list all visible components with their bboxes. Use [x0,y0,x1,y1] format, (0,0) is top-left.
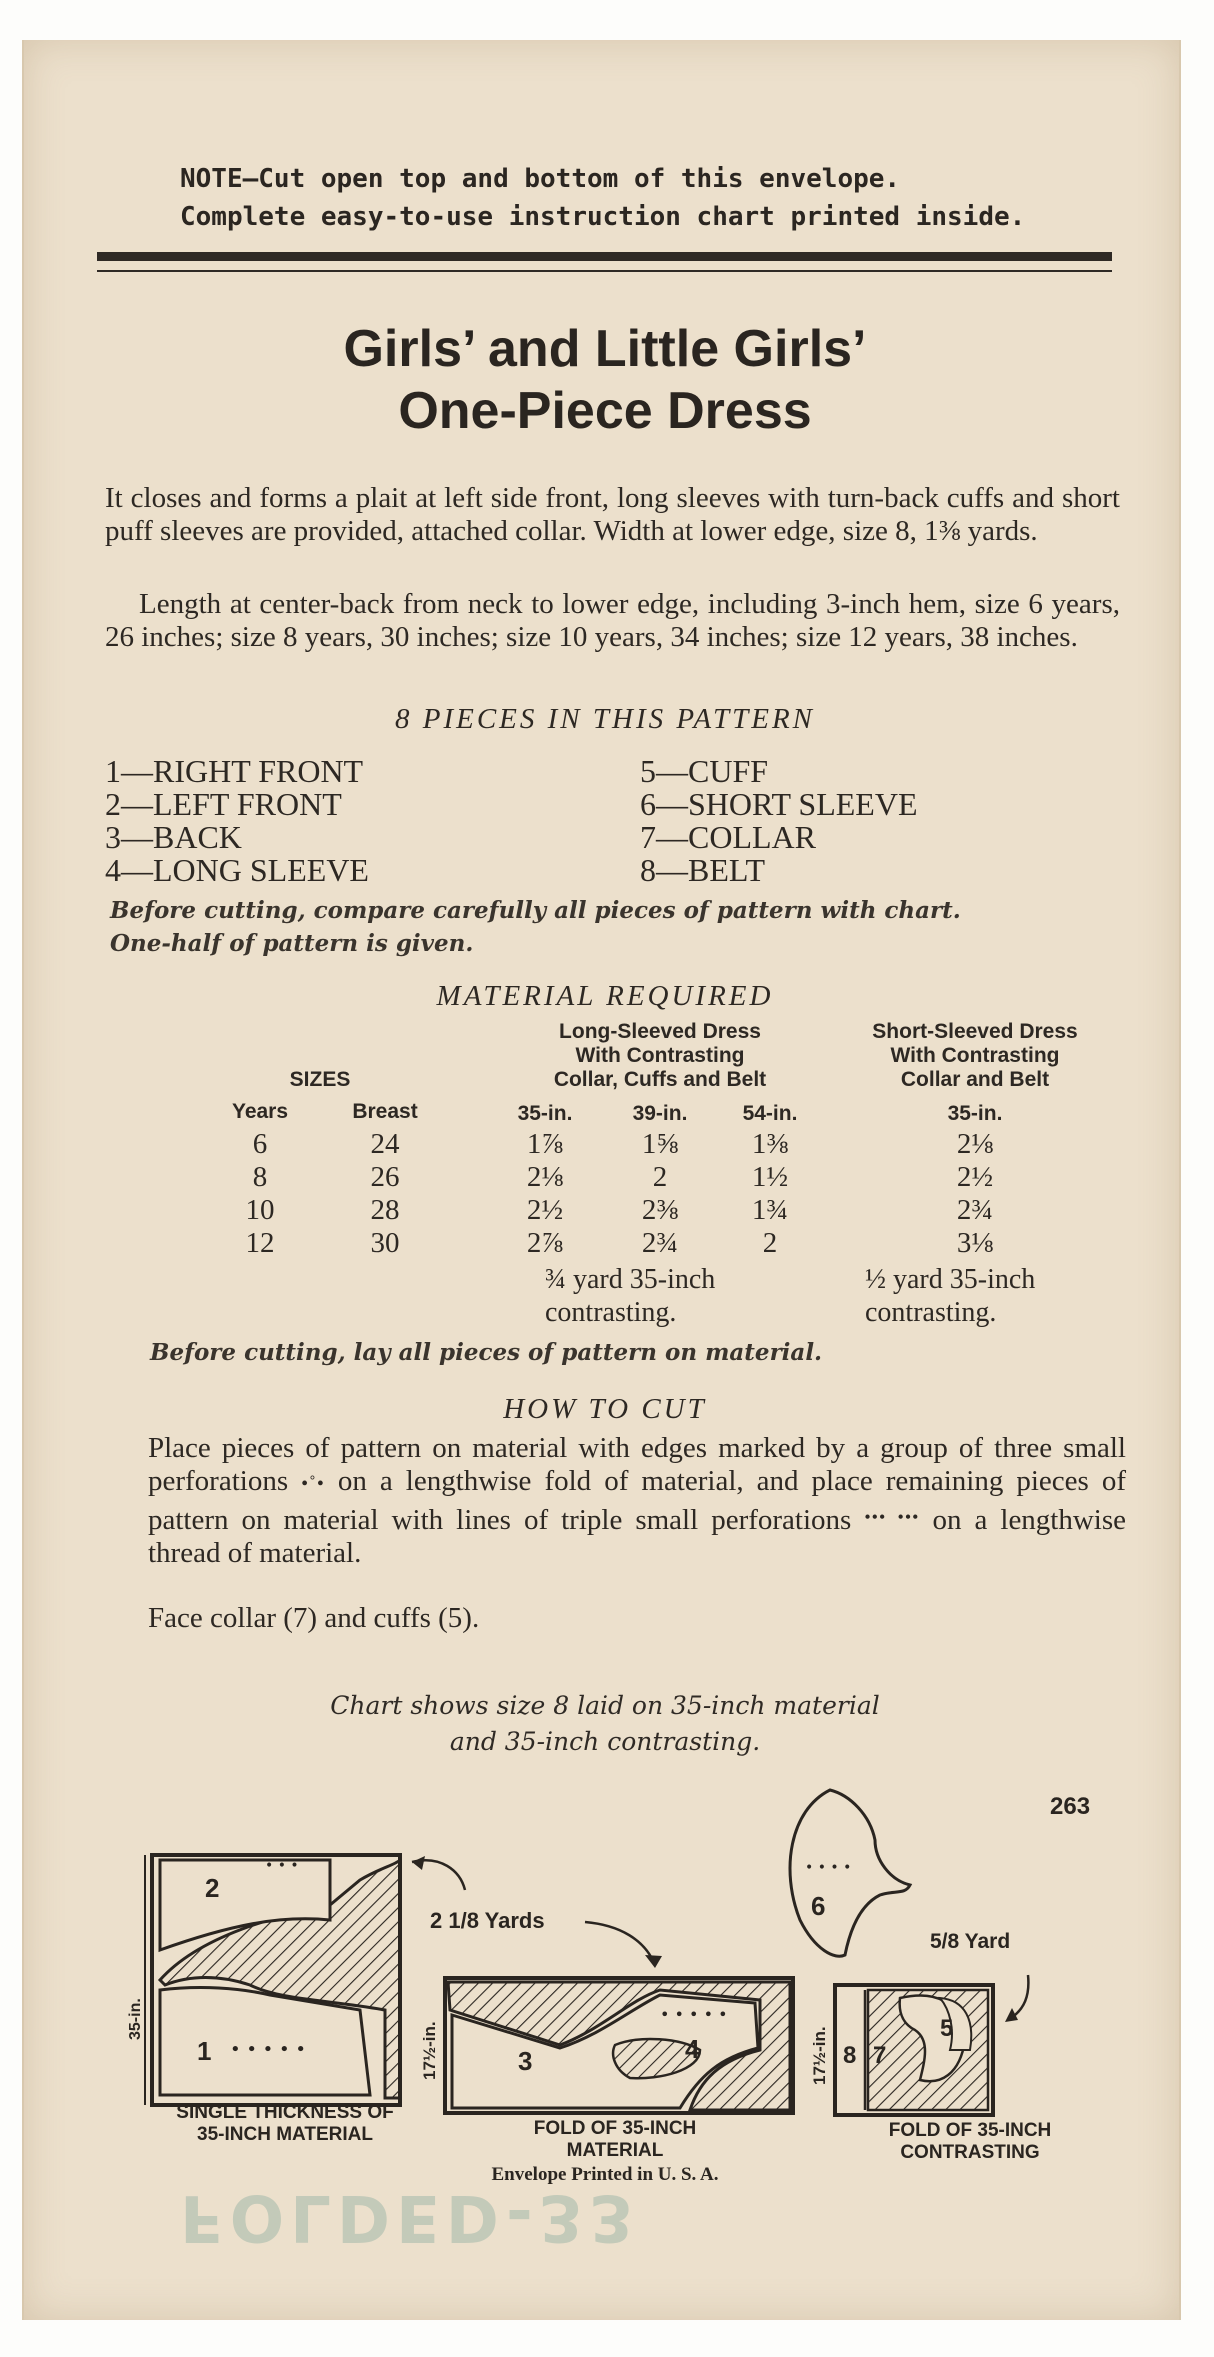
row-years: 12 [245,1227,275,1259]
row-short: 2⅛ [956,1128,994,1160]
caption-single-thickness [140,2102,430,2146]
piece-1-label: 1 [197,2036,212,2066]
row-short: 3⅛ [956,1227,994,1259]
row-years: 8 [252,1161,268,1193]
long-head-line: Long-Sleeved Dress [559,1020,761,1043]
piece-5-label: 5 [940,2015,954,2042]
how-to-cut-text: on a lengthwise fold of material, and place remaining pieces of pattern on material with lines of triple small perforations [148,1465,1126,1536]
note-line-2: Complete easy-to-use instruction chart printed inside. [180,202,1026,232]
piece-8-label: 8 [843,2042,857,2069]
label-17half-b: 17½-in. [810,2026,829,2085]
piece-item: 7—COLLAR [640,819,816,855]
long-head-line: Collar, Cuffs and Belt [553,1068,767,1091]
row-39: 2 [652,1161,668,1193]
how-to-cut-text: on a lengthwise thread of material. [148,1504,1127,1569]
piece-item: 8—BELT [640,852,766,888]
description-paragraph-1: It closes and forms a plait at left side front, long sleeves with turn-back cuffs and short puff sleeves are provided, attached collar. Width at lower edge, size 8, 1⅜ yards. [105,482,1120,547]
row-39: 1⅝ [641,1128,679,1160]
fold-material-layout [420,1978,793,2113]
row-54: 1¾ [751,1194,789,1226]
col-54in: 54-in. [742,1102,798,1125]
piece-item: 1—RIGHT FRONT [105,753,364,789]
caption-fold-material [485,2118,745,2162]
row-39: 2⅜ [641,1194,679,1226]
short-sleeve-piece [790,1790,910,1956]
row-54: 1⅜ [751,1128,789,1160]
row-35: 1⅞ [526,1128,564,1160]
perforation-dots: • • • • [805,1860,852,1876]
perforation-triangle-icon: •˚• [301,1473,325,1495]
short-head-line: With Contrasting [890,1044,1060,1067]
short-contrast-line: ½ yard 35-inch [865,1264,1036,1295]
piece-4-label: 4 [685,2034,700,2064]
yards-annotation [412,1856,662,1968]
long-contrast-line: contrasting. [545,1297,677,1328]
pieces-heading: 8 PIECES IN THIS PATTERN [394,703,815,735]
piece-6-label: 6 [811,1891,826,1921]
long-head-line: With Contrasting [575,1044,745,1067]
piece-7-label: 7 [873,2042,887,2069]
caption-line: FOLD OF 35-INCH [533,2118,697,2139]
piece-item: 2—LEFT FRONT [105,786,342,822]
lay-note: Before cutting, lay all pieces of pattern on material. [150,1339,823,1366]
face-collar-note: Face collar (7) and cuffs (5). [148,1602,480,1634]
how-to-cut-text: Place pieces of pattern on material with edges marked by a group of three small perforations [148,1432,1126,1497]
how-to-cut-heading: HOW TO CUT [503,1393,707,1425]
col-short-35in: 35-in. [947,1102,1003,1125]
single-thickness-layout [127,1855,400,2105]
row-54: 2 [762,1227,778,1259]
perforation-dots: • • • • • [660,2005,728,2024]
pattern-number: 263 [1050,1793,1091,1820]
row-35: 2⅛ [526,1161,564,1193]
yards-label: 2 1/8 Yards [430,1908,545,1933]
chart-note-line-1: Chart shows size 8 laid on 35-inch material [330,1691,880,1720]
chart-note-line-2: and 35-inch contrasting. [449,1727,761,1756]
row-35: 2⅞ [526,1227,564,1259]
title-line-2: One-Piece Dress [398,382,812,440]
piece-2-label: 2 [205,1873,220,1903]
label-35in: 35-in. [127,1998,144,2040]
printed-in-usa: Envelope Printed in U. S. A. [491,2164,719,2185]
row-years: 6 [252,1128,268,1160]
caption-line: MATERIAL [566,2140,664,2161]
row-39: 2¾ [641,1227,679,1259]
row-short: 2½ [956,1161,994,1193]
perforation-line-icon: ••• ••• [864,1507,920,1527]
title-line-1: Girls’ and Little Girls’ [343,320,867,378]
perforation-dots: • • • [265,1858,299,1874]
long-contrast-line: ¾ yard 35-inch [545,1264,716,1295]
col-breast: Breast [352,1100,418,1123]
caption-line: SINGLE THICKNESS OF [176,2102,394,2123]
row-35: 2½ [526,1194,564,1226]
short-head-line: Collar and Belt [900,1068,1050,1091]
caption-line: 35-INCH MATERIAL [197,2124,373,2145]
note-line-1: NOTE—Cut open top and bottom of this envelope. [180,164,901,194]
compare-note-line-2: One-half of pattern is given. [110,930,474,957]
row-years: 10 [245,1194,275,1226]
piece-item: 5—CUFF [640,753,769,789]
row-short: 2¾ [956,1194,994,1226]
piece-item: 3—BACK [105,819,242,855]
caption-line: CONTRASTING [900,2142,1040,2163]
fold-contrasting-layout [810,1985,993,2115]
piece-item: 4—LONG SLEEVE [105,852,369,888]
row-54: 1½ [751,1161,789,1193]
material-heading: MATERIAL REQUIRED [436,980,774,1012]
piece-3-label: 3 [518,2046,533,2076]
col-35in: 35-in. [517,1102,573,1125]
col-years: Years [231,1100,289,1123]
row-breast: 26 [370,1161,400,1193]
piece-item: 6—SHORT SLEEVE [640,786,918,822]
caption-line: FOLD OF 35-INCH [888,2120,1052,2141]
short-head-line: Short-Sleeved Dress [872,1020,1078,1043]
compare-note-line-1: Before cutting, compare carefully all pieces of pattern with chart. [110,897,961,924]
row-breast: 30 [370,1227,400,1259]
sizes-label: SIZES [289,1068,351,1091]
row-breast: 28 [370,1194,400,1226]
folded-stamp: FOLDED-33 [180,2180,640,2254]
short-contrast-line: contrasting. [865,1297,997,1328]
caption-fold-contrasting [855,2120,1085,2164]
yard-small-label: 5/8 Yard [930,1930,1011,1953]
description-paragraph-2: Length at center-back from neck to lower edge, including 3-inch hem, size 6 years, 26 inches; size 8 years, 30 inches; size 10 years, 34 inches; size 12 years, 38 inches. [105,588,1120,653]
col-39in: 39-in. [632,1102,688,1125]
perforation-dots: • • • • • [230,2039,306,2060]
row-breast: 24 [370,1128,400,1160]
label-17half-a: 17½-in. [420,2021,439,2080]
